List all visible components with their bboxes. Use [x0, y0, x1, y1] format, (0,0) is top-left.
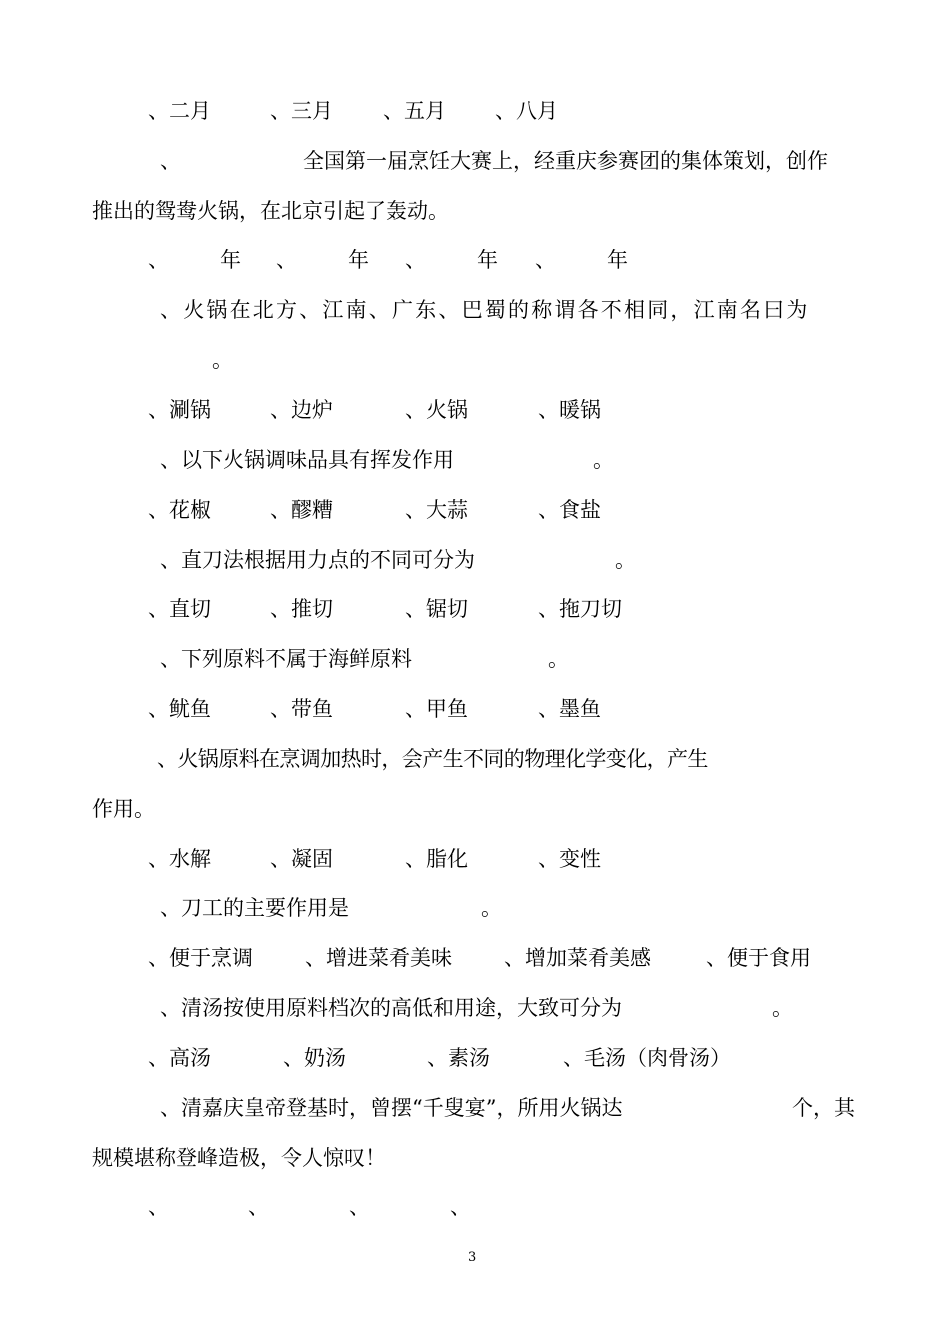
option-b: 、三月 — [270, 99, 333, 123]
question-blank-end: 。 — [481, 896, 502, 920]
question-blank-end: 。 — [593, 448, 614, 472]
option-a-year: 年 — [220, 248, 241, 272]
option-d: 、食盐 — [538, 498, 601, 522]
option-c: 、素汤 — [427, 1046, 490, 1070]
option-c: 、大蒜 — [405, 498, 468, 522]
option-c: 、脂化 — [405, 847, 468, 871]
option-a: 、二月 — [148, 99, 211, 123]
option-b: 、 — [248, 1195, 269, 1219]
question-text: 、火锅在北方、江南、广东、巴蜀的称谓各不相同，江南名曰为 — [160, 298, 810, 322]
question-text: 、清汤按使用原料档次的高低和用途，大致可分为 — [160, 996, 622, 1020]
option-c: 、锯切 — [405, 597, 468, 621]
option-c-year: 年 — [477, 248, 498, 272]
option-a: 、涮锅 — [148, 398, 211, 422]
question-text-continued: 规模堪称登峰造极，令人惊叹！ — [92, 1146, 386, 1170]
option-c-mark: 、 — [405, 248, 426, 272]
option-b-year: 年 — [348, 248, 369, 272]
option-b: 、增进菜肴美味 — [305, 946, 452, 970]
option-b-mark: 、 — [276, 248, 297, 272]
option-a: 、便于烹调 — [148, 946, 253, 970]
option-d: 、墨鱼 — [538, 697, 601, 721]
option-a: 、直切 — [148, 597, 211, 621]
option-d-year: 年 — [607, 248, 628, 272]
option-d: 、变性 — [538, 847, 601, 871]
question-text: 、火锅原料在烹调加热时，会产生不同的物理化学变化，产生 — [157, 747, 708, 771]
page-number: 3 — [468, 1250, 477, 1265]
question-text-tail: 个，其 — [792, 1096, 855, 1120]
question-blank-end: 。 — [615, 548, 636, 572]
option-a: 、 — [148, 1195, 169, 1219]
option-d: 、便于食用 — [706, 946, 811, 970]
question-blank-end: 。 — [212, 348, 233, 372]
option-d: 、毛汤（肉骨汤） — [563, 1046, 731, 1070]
option-d-mark: 、 — [535, 248, 556, 272]
question-text-continued: 推出的鸳鸯火锅，在北京引起了轰动。 — [92, 199, 449, 223]
option-a: 、高汤 — [148, 1046, 211, 1070]
option-c: 、火锅 — [405, 398, 468, 422]
option-b: 、凝固 — [270, 847, 333, 871]
question-blank-end: 。 — [772, 996, 793, 1020]
question-text: 、下列原料不属于海鲜原料 — [160, 647, 412, 671]
option-c: 、五月 — [383, 99, 446, 123]
option-a: 、水解 — [148, 847, 211, 871]
option-c: 、 — [349, 1195, 370, 1219]
option-d: 、八月 — [495, 99, 558, 123]
option-b: 、醪糟 — [270, 498, 333, 522]
option-b: 、边炉 — [270, 398, 333, 422]
question-number-mark: 、 — [160, 149, 181, 173]
option-b: 、奶汤 — [283, 1046, 346, 1070]
option-b: 、带鱼 — [270, 697, 333, 721]
option-a-mark: 、 — [148, 248, 169, 272]
question-text: 全国第一届烹饪大赛上，经重庆参赛团的集体策划，创作 — [303, 149, 828, 173]
question-blank-end: 。 — [548, 647, 569, 671]
option-a: 、花椒 — [148, 498, 211, 522]
option-d: 、 — [450, 1195, 471, 1219]
question-text: 、以下火锅调味品具有挥发作用 — [160, 448, 454, 472]
question-text: 、清嘉庆皇帝登基时，曾摆“千叟宴”，所用火锅达 — [160, 1096, 623, 1120]
question-text-continued: 作用。 — [92, 797, 155, 821]
question-text: 、刀工的主要作用是 — [160, 896, 349, 920]
option-d: 、拖刀切 — [538, 597, 622, 621]
option-c: 、增加菜肴美感 — [504, 946, 651, 970]
question-text: 、直刀法根据用力点的不同可分为 — [160, 548, 475, 572]
option-b: 、推切 — [270, 597, 333, 621]
option-a: 、鱿鱼 — [148, 697, 211, 721]
option-d: 、暖锅 — [538, 398, 601, 422]
option-c: 、甲鱼 — [405, 697, 468, 721]
